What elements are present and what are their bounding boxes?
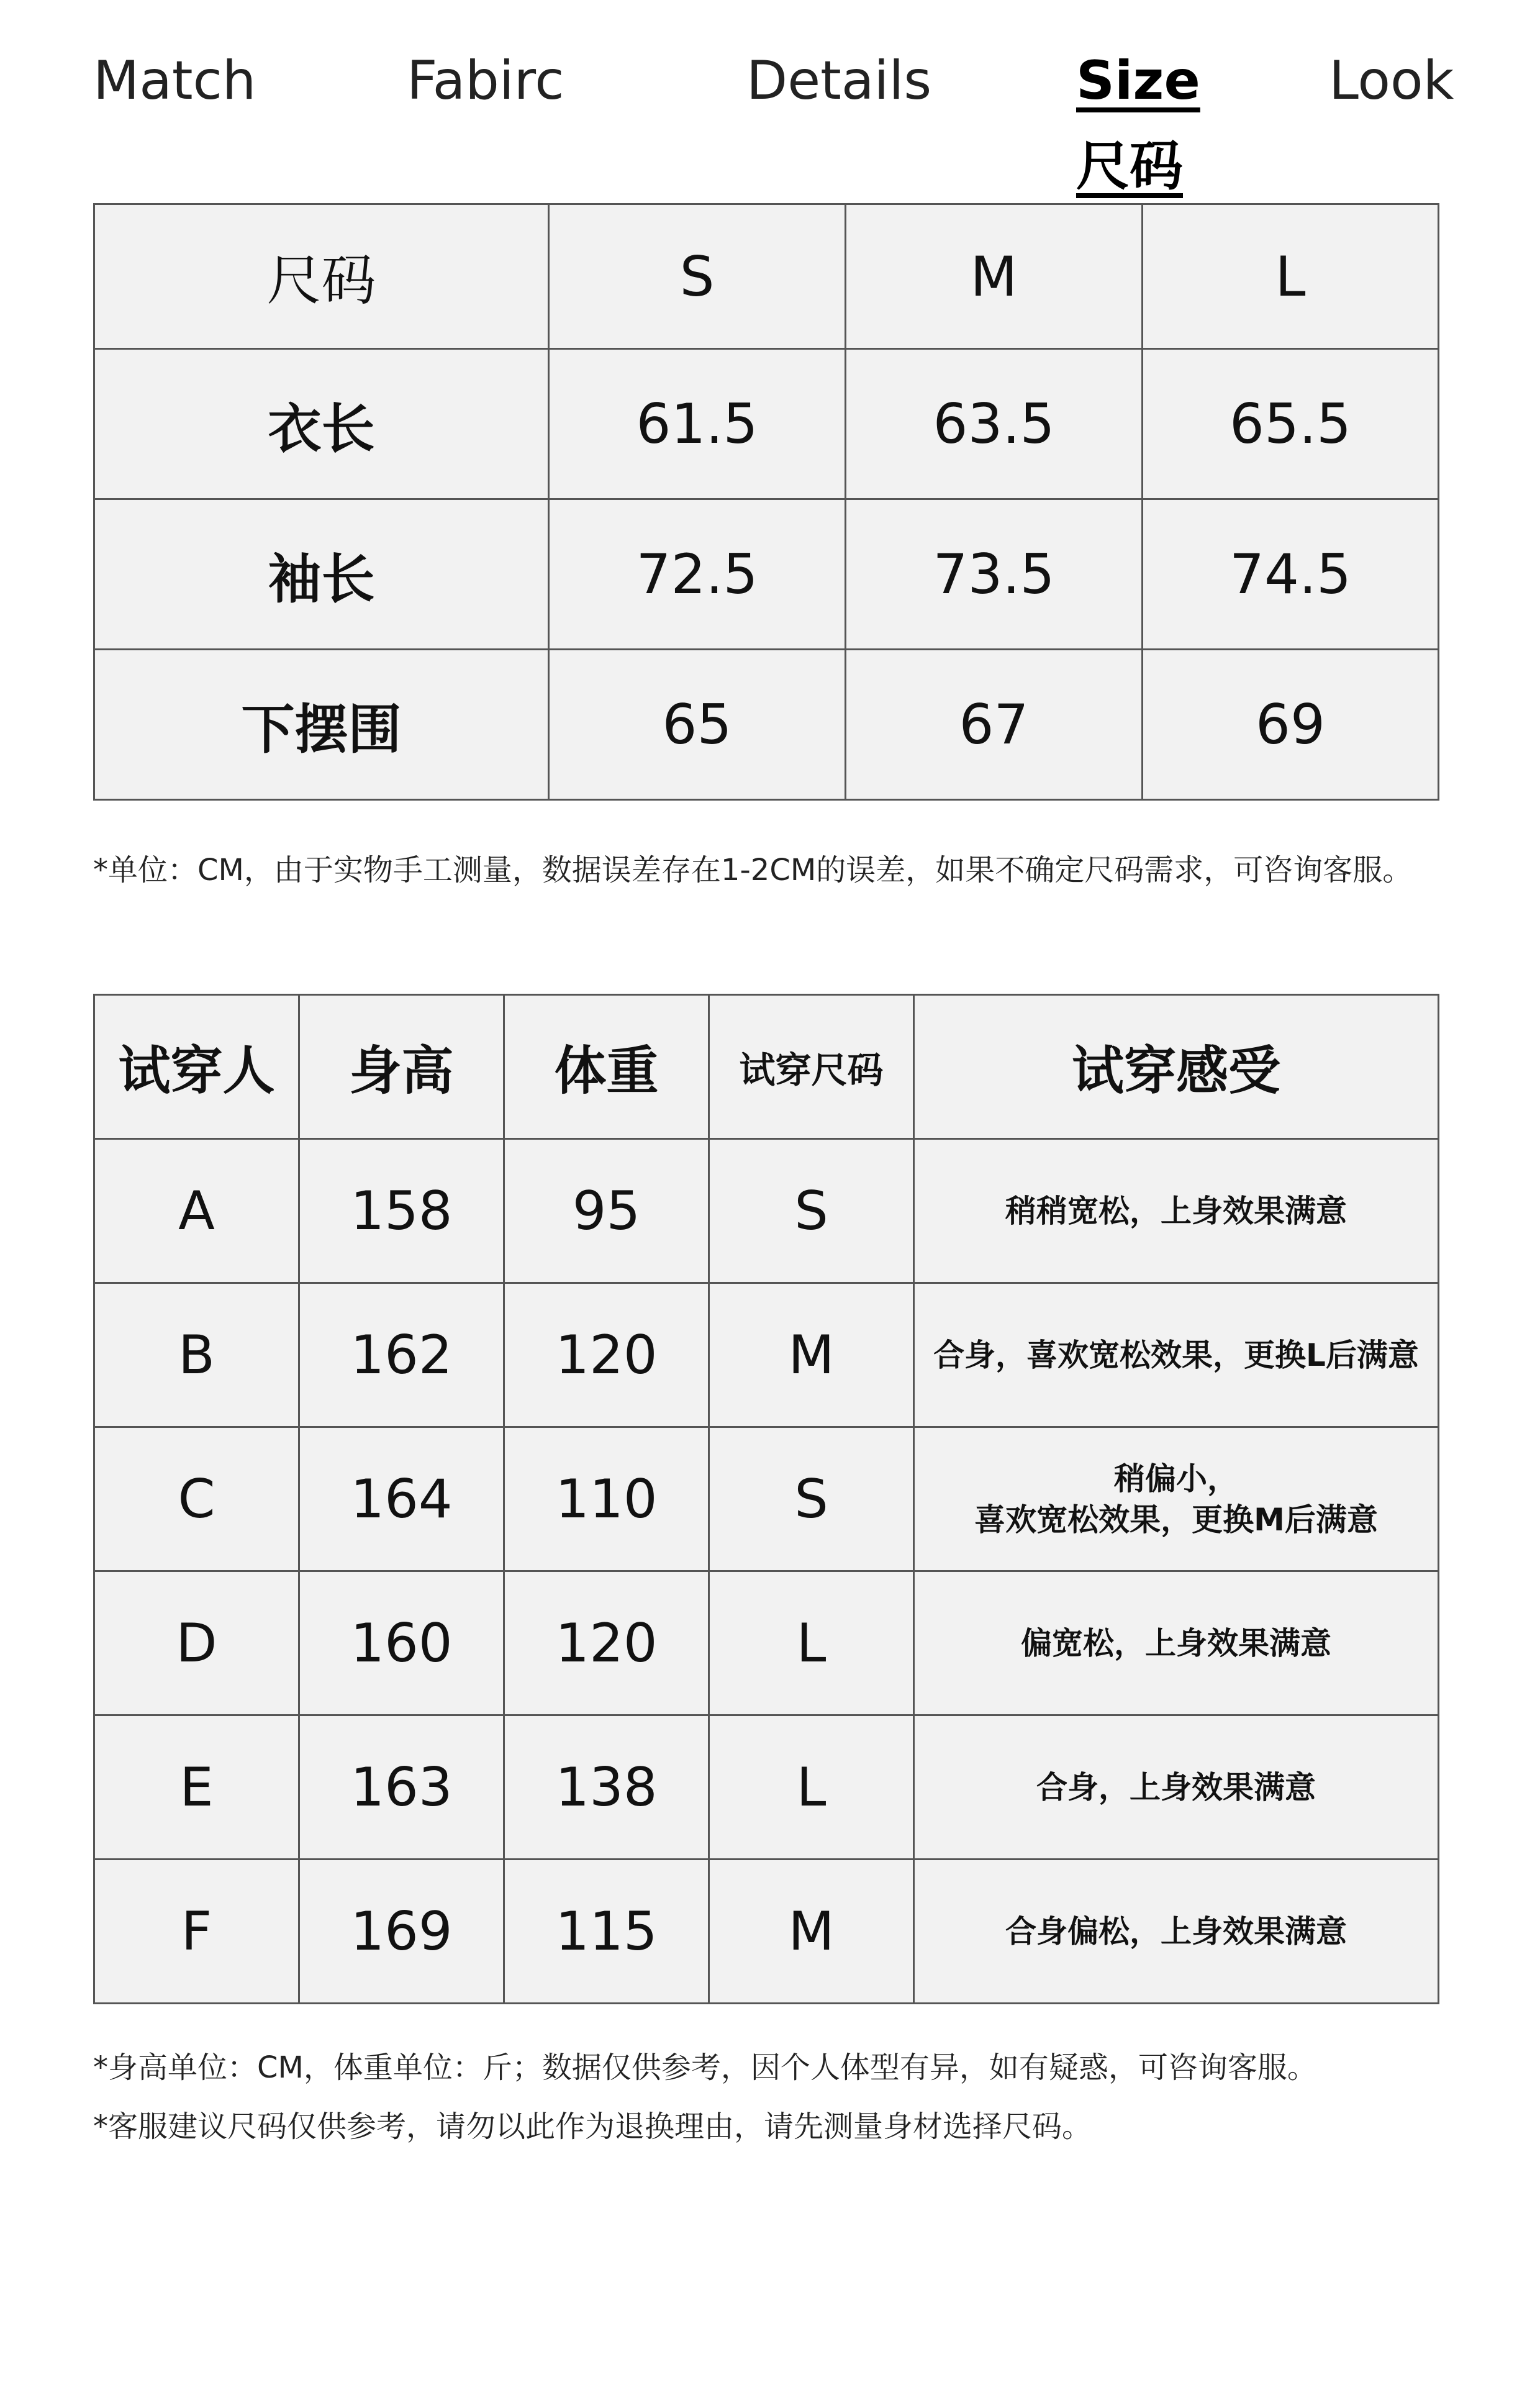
size-chart-header-cell: L: [1143, 204, 1439, 349]
size-chart-row: [94, 499, 1439, 650]
fitting-row: [94, 1571, 1439, 1715]
fitting-feedback: 合身，喜欢宽松效果，更换L后满意: [914, 1283, 1439, 1427]
fitting-height: 169: [299, 1860, 504, 2004]
fitting-feedback: 稍稍宽松，上身效果满意: [914, 1139, 1439, 1283]
fitting-weight: 95: [504, 1139, 709, 1283]
fitting-header-cell: 试穿感受: [914, 995, 1439, 1139]
fitting-row: [94, 1427, 1439, 1571]
size-chart-cell: 61.5: [549, 349, 846, 499]
size-chart-cell: 73.5: [846, 499, 1143, 650]
size-chart-cell: 72.5: [549, 499, 846, 650]
fitting-header-cell: 试穿尺码: [709, 995, 914, 1139]
size-chart-header-row: [94, 204, 1439, 349]
nav-size[interactable]: Size: [1076, 50, 1200, 112]
size-chart-row-label: 下摆围: [94, 650, 549, 800]
fitting-height: 162: [299, 1283, 504, 1427]
fitting-person: B: [94, 1283, 299, 1427]
fitting-height: 164: [299, 1427, 504, 1571]
fitting-feedback: 偏宽松，上身效果满意: [914, 1571, 1439, 1715]
fitting-header-cell: 体重: [504, 995, 709, 1139]
fitting-row: [94, 1139, 1439, 1283]
fitting-feedback-line: 稍偏小，: [1114, 1460, 1238, 1497]
fitting-note: *客服建议尺码仅供参考，请勿以此作为退换理由，请先测量身材选择尺码。: [93, 2109, 1092, 2144]
size-chart-row: [94, 650, 1439, 800]
fitting-weight: 120: [504, 1571, 709, 1715]
size-chart-cell: 74.5: [1143, 499, 1439, 650]
fitting-header-row: [94, 995, 1439, 1139]
fitting-person: E: [94, 1715, 299, 1860]
fitting-report-table: [93, 994, 1439, 2004]
fitting-person: D: [94, 1571, 299, 1715]
fitting-row: [94, 1860, 1439, 2004]
nav-size-subtitle: 尺码: [1076, 135, 1183, 198]
fitting-note: *身高单位：CM，体重单位：斤；数据仅供参考，因个人体型有异，如有疑惑，可咨询客服。: [93, 2050, 1317, 2085]
fitting-weight: 120: [504, 1283, 709, 1427]
fitting-person: A: [94, 1139, 299, 1283]
size-chart-header-cell: S: [549, 204, 846, 349]
size-chart-header-cell: 尺码: [94, 204, 549, 349]
size-chart-cell: 65.5: [1143, 349, 1439, 499]
size-chart-row: [94, 349, 1439, 499]
fitting-height: 163: [299, 1715, 504, 1860]
fitting-size: L: [709, 1715, 914, 1860]
fitting-row: [94, 1715, 1439, 1860]
size-chart-cell: 63.5: [846, 349, 1143, 499]
fitting-feedback: 合身，上身效果满意: [914, 1715, 1439, 1860]
nav-match[interactable]: Match: [93, 50, 256, 112]
fitting-feedback-line: 喜欢宽松效果，更换M后满意: [974, 1501, 1378, 1538]
fitting-size: M: [709, 1860, 914, 2004]
fitting-person: F: [94, 1860, 299, 2004]
fitting-size: S: [709, 1139, 914, 1283]
size-chart-header-cell: M: [846, 204, 1143, 349]
fitting-size: M: [709, 1283, 914, 1427]
fitting-row: [94, 1283, 1439, 1427]
section-nav: [93, 50, 1454, 199]
size-chart-row-label: 袖长: [94, 499, 549, 650]
fitting-person: C: [94, 1427, 299, 1571]
nav-details[interactable]: Details: [746, 50, 932, 112]
fitting-weight: 110: [504, 1427, 709, 1571]
size-chart-cell: 67: [846, 650, 1143, 800]
fitting-feedback: [914, 1427, 1439, 1571]
fitting-header-cell: 身高: [299, 995, 504, 1139]
fitting-size: L: [709, 1571, 914, 1715]
fitting-size: S: [709, 1427, 914, 1571]
size-chart-table: [93, 203, 1439, 801]
size-chart-cell: 65: [549, 650, 846, 800]
fitting-header-cell: 试穿人: [94, 995, 299, 1139]
fitting-weight: 115: [504, 1860, 709, 2004]
fitting-weight: 138: [504, 1715, 709, 1860]
size-chart-note: *单位：CM，由于实物手工测量，数据误差存在1-2CM的误差，如果不确定尺码需求，可咨询客服。: [93, 853, 1413, 888]
fitting-feedback: 合身偏松，上身效果满意: [914, 1860, 1439, 2004]
nav-fabric[interactable]: Fabirc: [407, 50, 564, 112]
nav-look[interactable]: Look: [1329, 50, 1454, 112]
size-chart-row-label: 衣长: [94, 349, 549, 499]
size-chart-cell: 69: [1143, 650, 1439, 800]
fitting-height: 160: [299, 1571, 504, 1715]
fitting-height: 158: [299, 1139, 504, 1283]
